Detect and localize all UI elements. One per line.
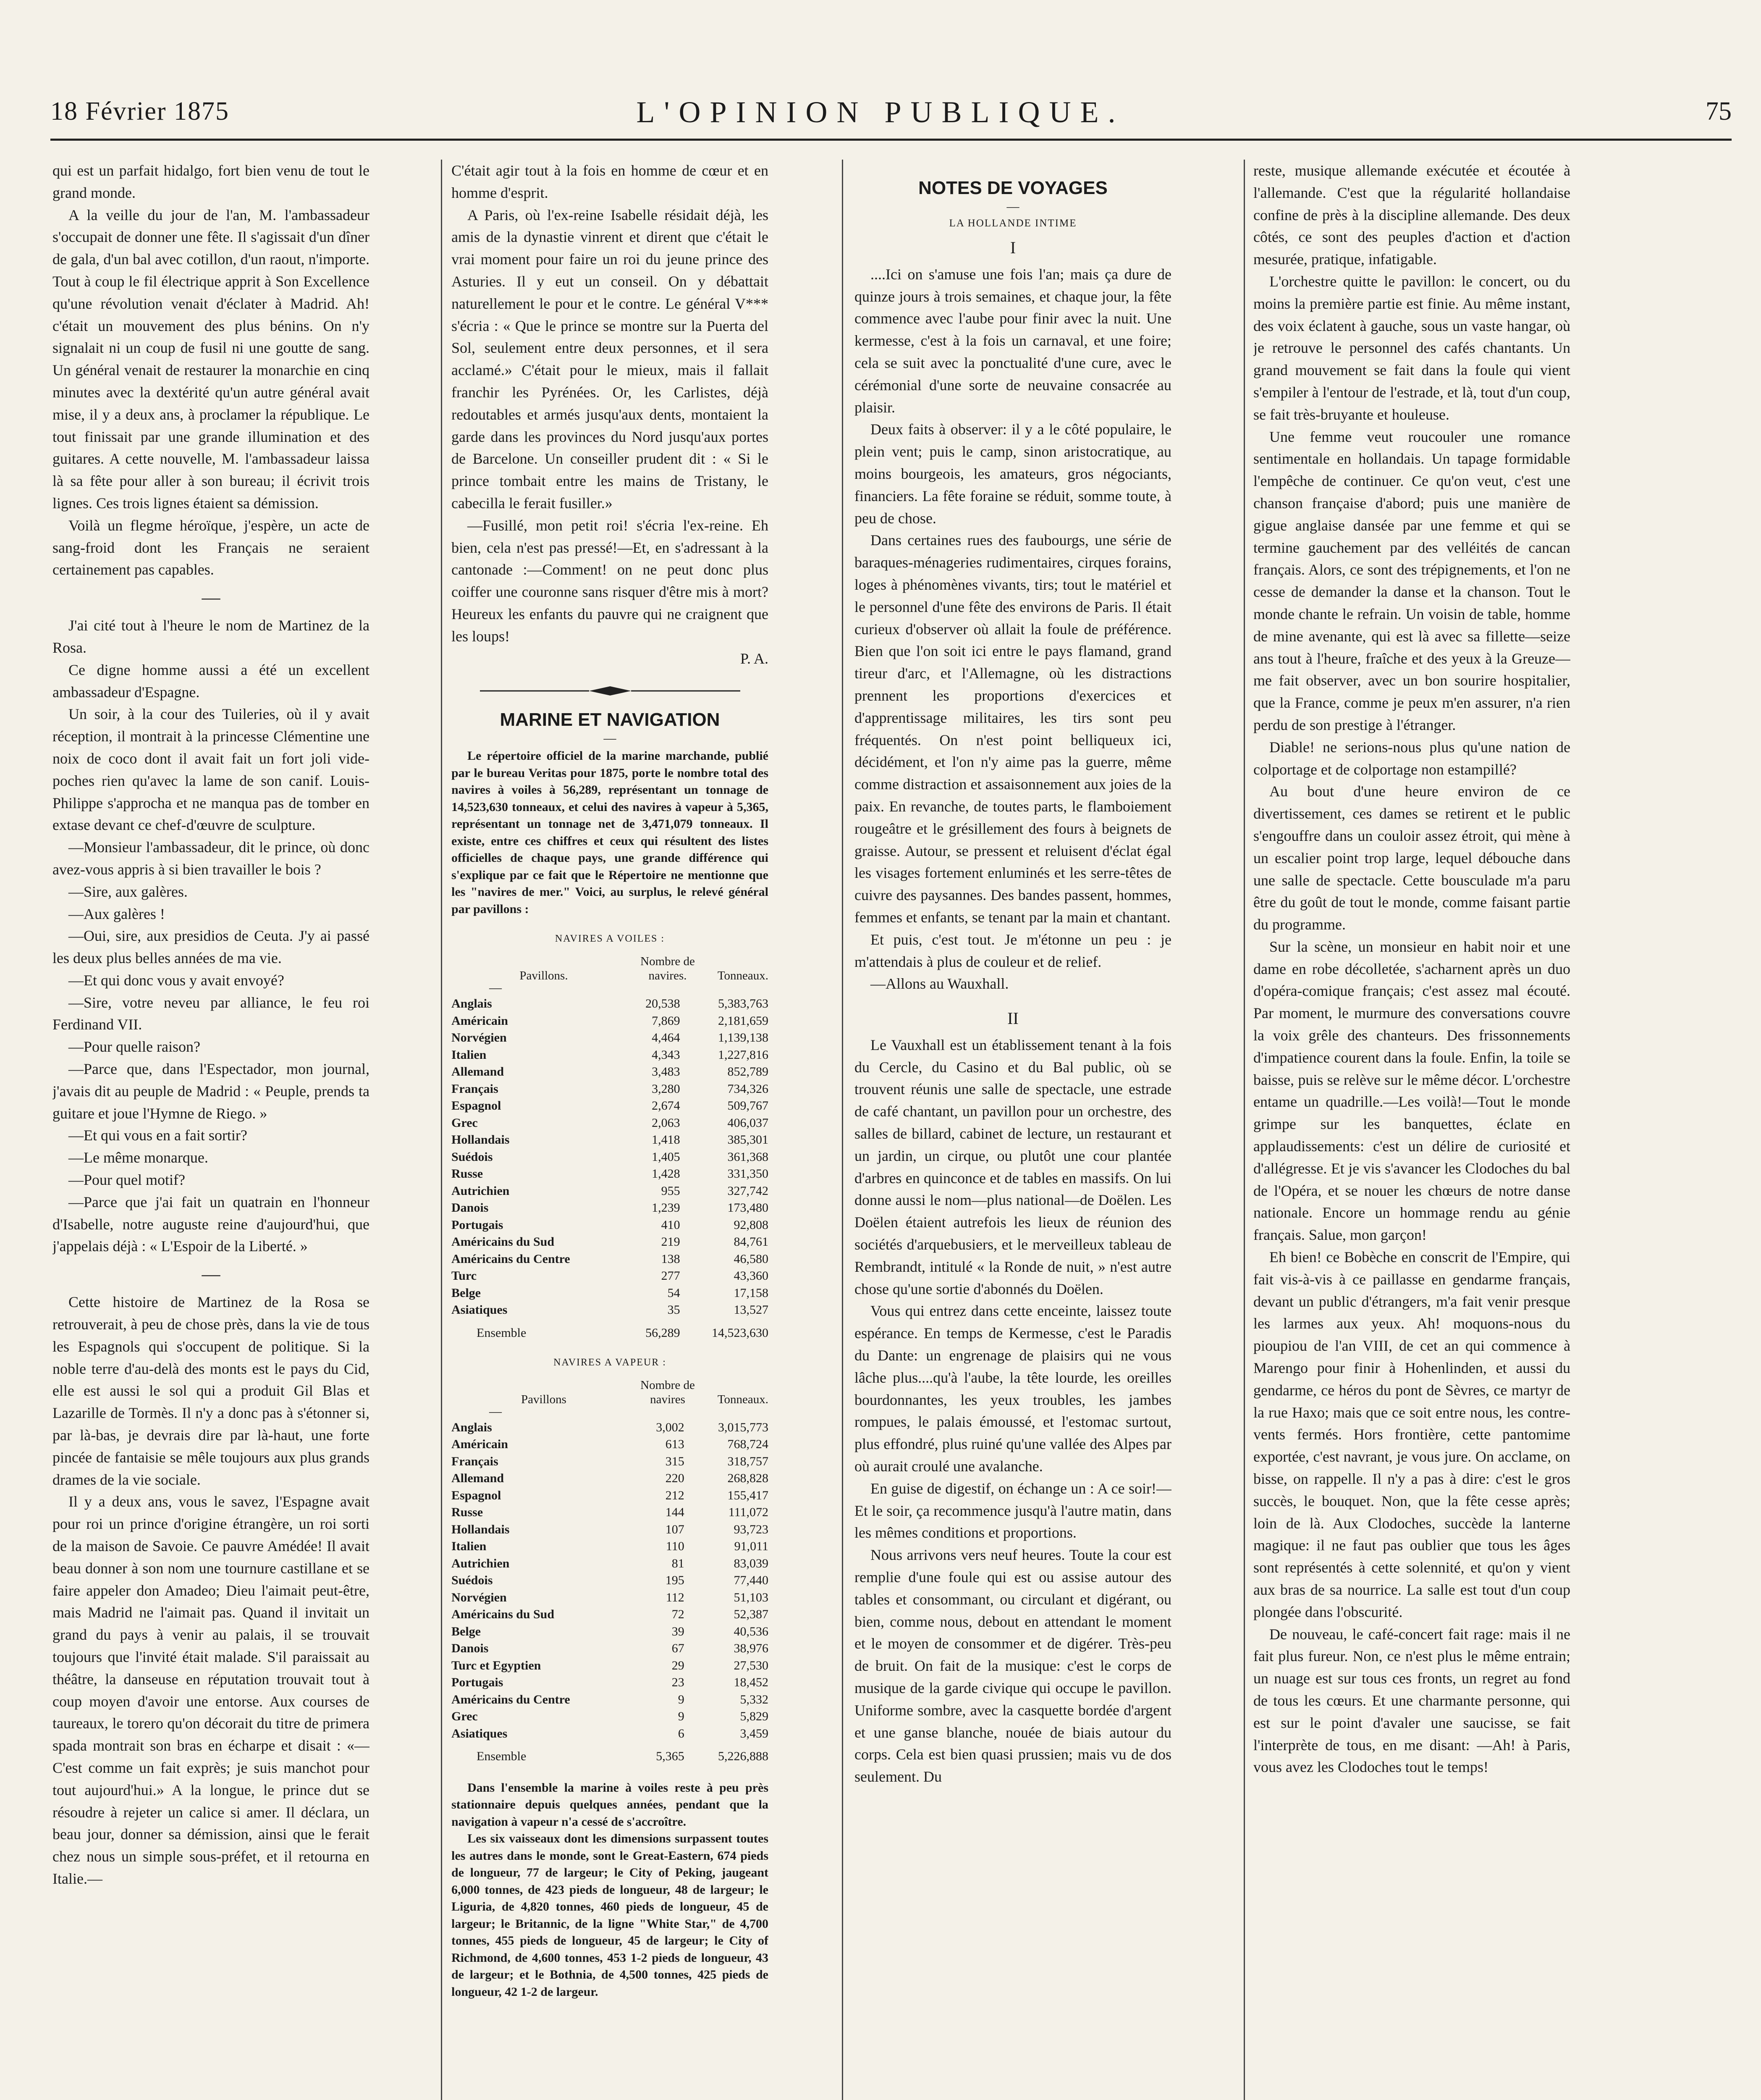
column-header: Pavillons. xyxy=(519,969,568,983)
ship-count-cell: 315 xyxy=(665,1454,684,1468)
ornament-rule xyxy=(480,685,740,697)
paragraph: —Parce que j'ai fait un quatrain en l'honneur d'Isabelle, notre auguste reine d'aujourd'hui, que j'appelais déjà : « L'Espoir de la Liberté. » xyxy=(52,1193,369,1255)
paragraph: Une femme veut roucouler une romance sentimentale en hollandais. Un tapage formidable l'empêche de continuer. Ce qu'on veut, c'est une chanson française d'abord; puis une manière de gigue anglaise dansée par une femme et qui se termine gauchement par des velléités de cancan français. Alors, ce sont des trépignements, et l'on ne cesse de demander la danse et la chanson. Tout le monde chante le refrain. Un voisin de table, homme de mine avenante, qui est là avec sa fillette—seize ans tout à l'heure, fraîche et des yeux à la Greuze—me fait observer, avec un bon sourire hospitalier, que la France, comme je peux m'en assurer, n'a rien perdu de son prestige à l'étranger. xyxy=(1253,428,1570,733)
paragraph: —Le même monarque. xyxy=(68,1149,208,1166)
table-row xyxy=(451,1131,768,1149)
tonnage-cell: 17,158 xyxy=(734,1286,768,1300)
table-dash: — xyxy=(489,1404,502,1418)
section-title: MARINE ET NAVIGATION xyxy=(500,709,720,730)
tonnage-cell: 40,536 xyxy=(734,1624,768,1638)
flag-cell: Espagnol xyxy=(451,1488,501,1502)
tonnage-cell: 92,808 xyxy=(734,1218,768,1232)
masthead xyxy=(0,0,1761,160)
part-number: I xyxy=(1010,238,1016,257)
ship-count-cell: 39 xyxy=(671,1624,684,1638)
table-row xyxy=(451,1115,768,1132)
table-row xyxy=(451,1013,768,1030)
flag-cell: Belge xyxy=(451,1624,481,1638)
flag-cell: Norvégien xyxy=(451,1031,507,1045)
table-row xyxy=(451,1657,768,1675)
ship-count-cell: 20,538 xyxy=(645,997,680,1011)
ship-count-cell: 220 xyxy=(665,1471,684,1486)
paragraph: Dans l'ensemble la marine à voiles reste à peu près stationnaire depuis quelques années, pendant que la navigation à vapeur n'a cessé de s'accroître. xyxy=(451,1780,768,1829)
flag-cell: Grec xyxy=(451,1116,478,1130)
paragraph: —Pour quelle raison? xyxy=(68,1038,200,1055)
ship-count-cell: 1,405 xyxy=(652,1150,680,1164)
tonnage-cell: 84,761 xyxy=(734,1235,768,1249)
tonnage-cell: 1,227,816 xyxy=(718,1047,768,1062)
signature: P. A. xyxy=(740,650,768,667)
flag-cell: Portugais xyxy=(451,1675,503,1690)
flag-cell: Américain xyxy=(451,1013,508,1028)
paragraph: Diable! ne serions-nous plus qu'une nation de colportage et de colportage non estampillé? xyxy=(1253,738,1570,778)
column-4 xyxy=(1253,160,1570,2100)
table-row xyxy=(451,1623,768,1641)
flag-cell: Français xyxy=(451,1082,498,1096)
tonnage-cell: 406,037 xyxy=(727,1116,768,1130)
total-tonnage: 5,226,888 xyxy=(718,1749,768,1764)
flag-cell: Américains du Sud xyxy=(451,1235,555,1249)
flag-cell: Américains du Centre xyxy=(451,1252,570,1266)
total-label: Ensemble xyxy=(477,1749,527,1764)
flag-cell: Grec xyxy=(451,1709,478,1724)
page-number: 75 xyxy=(1706,97,1732,126)
flag-cell: Autrichien xyxy=(451,1556,510,1570)
tonnage-cell: 318,757 xyxy=(727,1454,768,1468)
flag-cell: Américain xyxy=(451,1437,508,1452)
flag-cell: Turc et Egyptien xyxy=(451,1658,541,1672)
ship-count-cell: 1,239 xyxy=(652,1201,680,1215)
paragraph: Le Vauxhall est un établissement tenant à la fois du Cercle, du Casino et du Bal public, où se trouvent réunis une salle de spectacle, une estrade de café chantant, un pavillon pour un orchestre, des salles de billard, cabinet de lecture, un restaurant et un jardin, un cirque, ou plutôt une cour plantée d'arbres en quinconce et de tables en massifs. On lui donne aussi le nom—plus national—de Doëlen. Les Doëlen étaient autrefois les lieux de réunion des sociétés d'arquebusiers, et le merveilleux tableau de Rembrandt, intitulé « la Ronde de nuit, » n'est autre chose qu'une sortie d'abonnés du Doëlen. xyxy=(854,1036,1171,1297)
issue-date: 18 Février 1875 xyxy=(50,97,230,126)
paragraph: qui est un parfait hidalgo, fort bien venu de tout le grand monde. xyxy=(52,162,369,201)
flag-cell: Belge xyxy=(451,1286,481,1300)
tonnage-cell: 509,767 xyxy=(727,1099,768,1113)
table-row xyxy=(451,995,768,1013)
table-row xyxy=(451,1521,768,1538)
ship-count-cell: 195 xyxy=(665,1573,684,1588)
flag-cell: Portugais xyxy=(451,1218,503,1232)
newspaper-title: L'OPINION PUBLIQUE. xyxy=(636,95,1125,129)
table-row xyxy=(451,1419,768,1436)
table-total-row xyxy=(451,1319,768,1342)
table-row xyxy=(451,1436,768,1453)
paragraph: —Et qui donc vous y avait envoyé? xyxy=(68,971,284,989)
flag-cell: Italien xyxy=(451,1539,487,1554)
paragraph: Nous arrivons vers neuf heures. Toute la cour est remplie d'une foule qui est ou assise autour des tables et consommant, ou circulant et digérant, ou bien, comme nous, debout en attendant le moment et le moyen de consommer et de digérer. Très-peu de bruit. On fait de la musique: c'est le corps de musique de la garde civique qui occupe le pavillon. Uniforme sombre, avec la casquette bordée d'argent et une ganse blanche, nouée de biais autour du corps. Cela est bien quasi prussien; mais vu de dos seulement. Du xyxy=(854,1546,1171,1785)
tonnage-cell: 852,789 xyxy=(727,1065,768,1079)
ship-count-cell: 4,343 xyxy=(652,1047,680,1062)
tonnage-cell: 38,976 xyxy=(734,1641,768,1656)
flag-cell: Allemand xyxy=(451,1471,504,1486)
tonnage-cell: 3,015,773 xyxy=(718,1420,768,1434)
paragraph: —Oui, sire, aux presidios de Ceuta. J'y ai passé les deux plus belles années de ma vie. xyxy=(52,927,369,967)
tonnage-cell: 3,459 xyxy=(740,1726,768,1740)
flag-cell: Américains du Sud xyxy=(451,1607,555,1622)
ship-count-cell: 613 xyxy=(665,1437,684,1452)
paragraph: A Paris, où l'ex-reine Isabelle résidait déjà, les amis de la dynastie vinrent et dirent que c'était le vrai moment pour faire un roi du jeune prince des Asturies. Il y eut un conseil. On y débattait naturellement le pour et le contre. Le général V*** s'écria : « Que le prince se montre sur la Puerta del Sol, seulement entre deux personnes, et il sera acclamé.» C'était pour le mieux, mais il fallait franchir les Pyrénées. Or, les Carlistes, déjà redoutables et armés jusqu'aux dents, montaient la garde dans les provinces du Nord jusqu'aux portes de Barcelone. Un conseiller prudent dit : « Si le prince tombait entre les mains de Tristany, le cabecilla le ferait fusiller.» xyxy=(451,206,768,512)
ship-count-cell: 7,869 xyxy=(652,1013,680,1028)
ship-count-cell: 107 xyxy=(665,1522,684,1536)
paragraph: Les six vaisseaux dont les dimensions surpassent toutes les autres dans le monde, sont le Great-Eastern, 674 pieds de longueur, 77 de largeur; le City of Peking, jaugeant 6,000 tonnes, de 423 pieds de longueur, 48 de largeur; le Liguria, de 4,820 tonnes, 460 pieds de longueur, 45 de largeur; le Britannic, de la ligne "White Star," de 4,700 tonnes, 455 pieds de longueur, 45 de largeur; le City of Richmond, de 4,600 tonnes, 453 1-2 pieds de longueur, 43 de largeur; et le Bothnia, de 4,500 tonnes, 425 pieds de longueur, 42 1-2 de largeur. xyxy=(451,1832,768,1999)
title-dash: — xyxy=(603,731,616,746)
paragraph: —Fusillé, mon petit roi! s'écria l'ex-reine. Eh bien, cela n'est pas pressé!—Et, en s'adressant à la cantonade :—Comment! on ne peut donc plus coiffer une couronne sans risquer d'être mis à mort? Heureux les enfants du pauvre qui ne craignent que les loups! xyxy=(451,517,768,645)
tonnage-cell: 111,072 xyxy=(728,1505,768,1520)
paragraph: De nouveau, le café-concert fait rage: mais il ne fait plus fureur. Non, ce n'est plus le même entrain; un nuage est sur tous ces fronts, un regret au fond de tous les cœurs. Et une charmante personne, qui est sur le point d'avaler une saucisse, se fait l'interprète de tous, en me disant: —Ah! à Paris, vous avez les Clodoches tout le temps! xyxy=(1253,1625,1570,1776)
total-count: 5,365 xyxy=(656,1749,684,1764)
paragraph: Il y a deux ans, vous le savez, l'Espagne avait pour roi un prince d'origine étrangère, un roi sorti de la maison de Savoie. Ce pauvre Amédée! Il avait beau donner à son nom une tournure castillane et se faire appeler don Amadeo; Dieu l'aimait peut-être, mais Madrid ne l'aimait pas. Quand il invitait un grand du pays à venir au palais, il se trouvait toujours que l'invité était malade. S'il paraissait au théâtre, la danseuse en réputation trouvait tout à coup moyen d'avoir une entorse. Aux courses de taureaux, le torero qu'on décorait du titre de primera spada montrait son bras en écharpe et disait : «—C'est comme un fait exprès; je suis manchot pour tout aujourd'hui.» A la longue, le prince dut se résoudre à rejeter un calice si amer. Il déclara, un beau jour, donner sa démission, ainsi que le ferait chez nous un simple sous-préfet, et il retourna en Italie.— xyxy=(52,1493,369,1887)
flag-cell: Français xyxy=(451,1454,498,1468)
ship-count-cell: 6 xyxy=(678,1726,684,1740)
paragraph: En guise de digestif, on échange un : A ce soir!—Et le soir, ça recommence jusqu'à l'autre matin, dans les mêmes conditions et proportions. xyxy=(854,1480,1171,1541)
table-row xyxy=(451,1691,768,1709)
paragraph: —Parce que, dans l'Espectador, mon journal, j'avais dit au peuple de Madrid : « Peuple, prends ta guitare et joue l'Hymne de Riego. » xyxy=(52,1060,369,1122)
tonnage-cell: 361,368 xyxy=(727,1150,768,1164)
table-row xyxy=(451,1251,768,1268)
ship-count-cell: 67 xyxy=(671,1641,684,1656)
tonnage-cell: 1,139,138 xyxy=(718,1031,768,1045)
ship-count-cell: 35 xyxy=(667,1303,680,1317)
tonnage-cell: 27,530 xyxy=(734,1658,768,1672)
flag-cell: Turc xyxy=(451,1269,477,1283)
tonnage-cell: 2,181,659 xyxy=(718,1013,768,1028)
column-2 xyxy=(451,160,768,2100)
total-tonnage: 14,523,630 xyxy=(712,1326,768,1340)
paragraph: ....Ici on s'amuse une fois l'an; mais ça dure de quinze jours à trois semaines, et chaque jour, la fête commence avec l'aube pour finir avec la nuit. Une kermesse, c'est à la fois un carnaval, et une foire; cela se suit avec la ponctualité d'une cure, avec le cérémonial d'une sorte de neuvaine consacrée au plaisir. xyxy=(854,265,1171,416)
section-title: NOTES DE VOYAGES xyxy=(918,178,1108,198)
column-header: Tonneaux. xyxy=(717,969,768,983)
ship-count-cell: 4,464 xyxy=(652,1031,680,1045)
paragraph: —Allons au Wauxhall. xyxy=(870,975,1009,992)
flag-cell: Norvégien xyxy=(451,1590,507,1604)
tonnage-cell: 268,828 xyxy=(727,1471,768,1486)
ship-count-cell: 110 xyxy=(666,1539,684,1554)
separator-dash: — xyxy=(202,1264,220,1285)
table-row xyxy=(451,1166,768,1183)
table-total-row xyxy=(451,1742,768,1765)
paragraph: A la veille du jour de l'an, M. l'ambassadeur s'occupait de donner une fête. Il s'agissait d'un dîner de gala, d'un bal avec cotillon, d'un raout, n'importe. Tout à coup le fil électrique apprit à Son Excellence qu'une révolution venait d'éclater à Madrid. Ah! c'était un mouvement des plus bénins. On n'y signalait ni un coup de fusil ni une goutte de sang. Un général venait de restaurer la monarchie en cinq minutes avec la dextérité qu'un autre général avait mise, il y a deux ans, à proclamer la république. Le tout finissait par une grande illumination et des guitares. A cette nouvelle, M. l'ambassadeur laissa là sa fête pour aller à son bureau; il écrivit trois lignes. Ces trois lignes étaient sa démission. xyxy=(52,206,369,512)
paragraph: L'orchestre quitte le pavillon: le concert, ou du moins la première partie est finie. Au même instant, des voix éclatent à gauche, sous un vaste hangar, où je retrouve le personnel des cafés chantants. Un grand mouvement se fait dans la foule qui vient s'empiler à l'entour de l'estrade, et là, tout d'un coup, se fait très-bruyante et houleuse. xyxy=(1253,273,1570,423)
table-row xyxy=(451,1200,768,1217)
paragraph: Voilà un flegme héroïque, j'espère, un acte de sang-froid dont les Français ne seraient certainement pas capables. xyxy=(52,517,369,578)
total-count: 56,289 xyxy=(645,1326,680,1340)
tonnage-cell: 5,383,763 xyxy=(718,997,768,1011)
column-header: Tonneaux. xyxy=(717,1392,768,1406)
tonnage-cell: 5,332 xyxy=(740,1692,768,1706)
sail-ships-table xyxy=(451,995,768,1341)
flag-cell: Anglais xyxy=(451,997,492,1011)
tonnage-cell: 46,580 xyxy=(734,1252,768,1266)
table-row xyxy=(451,1453,768,1470)
flag-cell: Asiatiques xyxy=(451,1726,508,1740)
paragraph: Vous qui entrez dans cette enceinte, laissez toute espérance. En temps de Kermesse, c'est le Paradis du Dante: un engrenage de plaisirs qui ne vous lâche plus....qu'à l'aube, la tête lourde, les oreilles bourdonnantes, les yeux troubles, les jambes rompues, le palais émoussé, et l'estomac surtout, plus effondré, plus ruiné qu'une vallée des Alpes par où aurait croulé une avalanche. xyxy=(854,1302,1171,1475)
tonnage-cell: 155,417 xyxy=(727,1488,768,1502)
paragraph: C'était agir tout à la fois en homme de cœur et en homme d'esprit. xyxy=(451,162,768,201)
tonnage-cell: 385,301 xyxy=(727,1133,768,1147)
table-row xyxy=(451,1487,768,1504)
tonnage-cell: 768,724 xyxy=(727,1437,768,1452)
flag-cell: Hollandais xyxy=(451,1522,510,1536)
ship-count-cell: 219 xyxy=(661,1235,680,1249)
tonnage-cell: 83,039 xyxy=(734,1556,768,1570)
tonnage-cell: 173,480 xyxy=(727,1201,768,1215)
table-row xyxy=(451,1504,768,1521)
flag-cell: Suédois xyxy=(451,1573,493,1588)
flag-cell: Russe xyxy=(451,1167,483,1181)
ship-count-cell: 72 xyxy=(671,1607,684,1622)
ship-count-cell: 81 xyxy=(671,1556,684,1570)
paragraph: Ce digne homme aussi a été un excellent ambassadeur d'Espagne. xyxy=(52,661,369,701)
table-row xyxy=(451,1217,768,1234)
column-1 xyxy=(52,160,369,2100)
column-rule xyxy=(1244,160,1245,2100)
ship-count-cell: 138 xyxy=(661,1252,680,1266)
flag-cell: Danois xyxy=(451,1641,489,1656)
ship-count-cell: 29 xyxy=(671,1658,684,1672)
flag-cell: Asiatiques xyxy=(451,1303,508,1317)
flag-cell: Américains du Centre xyxy=(451,1692,570,1706)
tonnage-cell: 93,723 xyxy=(734,1522,768,1536)
paragraph: —Sire, votre neveu par alliance, le feu roi Ferdinand VII. xyxy=(52,994,369,1033)
table-column-headers xyxy=(451,954,768,983)
ship-count-cell: 212 xyxy=(665,1488,684,1502)
table-row xyxy=(451,1470,768,1487)
table-row xyxy=(451,1047,768,1064)
steam-ships-table xyxy=(451,1419,768,1765)
tonnage-cell: 13,527 xyxy=(734,1303,768,1317)
column-header: Nombre de navires. xyxy=(640,955,695,983)
tonnage-cell: 331,350 xyxy=(727,1167,768,1181)
tonnage-cell: 327,742 xyxy=(727,1184,768,1198)
table-row xyxy=(451,1268,768,1285)
table-row xyxy=(451,1606,768,1623)
paragraph: Sur la scène, un monsieur en habit noir et une dame en robe décolletée, s'acharnent après un duo d'opéra-comique français; c'est assez mal écouté. Par moment, le murmure des conversations couvre la voix grêle des chanteurs. Des frissonnements d'impatience courent dans la foule. Enfin, la toile se baisse, puis se relève sur le même décor. L'orchestre entame un quadrille.—Les voilà!—Tout le monde grimpe sur les banquettes, éclate en applaudissements: c'est un délire de curiosité et d'allégresse. Et je vis s'avancer les Clodoches du bal de l'Opéra, et se nouer les chœurs de notre danse nationale. Encore un hommage rendu au génie français. Salue, mon garçon! xyxy=(1253,938,1570,1244)
table-row xyxy=(451,1572,768,1589)
flag-cell: Hollandais xyxy=(451,1133,510,1147)
table-dash: — xyxy=(489,981,502,995)
flag-cell: Anglais xyxy=(451,1420,492,1434)
paragraph: Dans certaines rues des faubourgs, une série de baraques-ménageries rudimentaires, cirques forains, loges à phénomènes vivants, tirs; tout le matériel et le personnel d'une fête des environs de Paris. Il était curieux d'observer où allait la foule de préférence. Bien que l'on soit ici entre le pays flamand, grand tireur d'arc, et l'Allemagne, où les distractions prennent les proportions d'exercices et d'apprentissage militaires, les tirs sont peu fréquentés. On n'est point belliqueux ici, décidément, et l'on n'y aime pas la guerre, même comme distraction et assaisonnement aux joies de la paix. En revanche, de toutes parts, le flamboiement rougeâtre et le grésillement des fours à beignets de graisse. Autour, se pressent et reluisent d'éclat égal les visages fortement enluminés et les serre-têtes de cuivre des paysannes. Des bandes passent, hommes, femmes et enfants, se tenant par la main et chantant. xyxy=(854,532,1171,926)
paragraph: reste, musique allemande exécutée et écoutée à l'allemande. C'est que la régularité hollandaise confine de près à la discipline allemande. Des deux côtés, ce sont des peuples d'action et d'action mesurée, pratique, infatigable. xyxy=(1253,162,1570,268)
column-header: Nombre de navires xyxy=(640,1378,695,1406)
tonnage-cell: 734,326 xyxy=(727,1082,768,1096)
column-rule xyxy=(842,160,843,2100)
tonnage-cell: 5,829 xyxy=(740,1709,768,1724)
ship-count-cell: 3,002 xyxy=(656,1420,684,1434)
paragraph: —Aux galères ! xyxy=(68,905,165,922)
tonnage-cell: 51,103 xyxy=(734,1590,768,1604)
tonnage-cell: 52,387 xyxy=(734,1607,768,1622)
ship-count-cell: 112 xyxy=(666,1590,684,1604)
ship-count-cell: 23 xyxy=(671,1675,684,1690)
section-subtitle: LA HOLLANDE INTIME xyxy=(949,218,1077,229)
ship-count-cell: 955 xyxy=(661,1184,680,1198)
table-row xyxy=(451,1302,768,1319)
paragraph: Au bout d'une heure environ de ce divertissement, ces dames se retirent et le public s'engouffre dans un couloir assez étroit, qui mène à un escalier point trop large, lequel débouche dans une salle de spectacle. Cette bousculade m'a paru être du goût de tout le monde, comme faisant partie du programme. xyxy=(1253,783,1570,933)
table-row xyxy=(451,1097,768,1115)
paragraph: —Pour quel motif? xyxy=(68,1171,185,1189)
tonnage-cell: 91,011 xyxy=(734,1539,768,1554)
tonnage-cell: 77,440 xyxy=(734,1573,768,1588)
ship-count-cell: 9 xyxy=(678,1692,684,1706)
column-3 xyxy=(854,160,1171,2100)
table-row xyxy=(451,1081,768,1098)
flag-cell: Suédois xyxy=(451,1150,493,1164)
tonnage-cell: 18,452 xyxy=(734,1675,768,1690)
flag-cell: Russe xyxy=(451,1505,483,1520)
table-row xyxy=(451,1234,768,1251)
table-row xyxy=(451,1708,768,1725)
ship-count-cell: 3,483 xyxy=(652,1065,680,1079)
paragraph: —Et qui vous en a fait sortir? xyxy=(68,1127,247,1144)
paragraph: Et puis, c'est tout. Je m'étonne un peu : je m'attendais à plus de couleur et de relief. xyxy=(854,931,1171,970)
ship-count-cell: 277 xyxy=(661,1269,680,1283)
column-rule xyxy=(441,160,442,2100)
table-row xyxy=(451,1285,768,1302)
paragraph: —Sire, aux galères. xyxy=(68,883,188,900)
ship-count-cell: 1,418 xyxy=(652,1133,680,1147)
paragraph: —Monsieur l'ambassadeur, dit le prince, où donc avez-vous appris à si bien travailler le bois ? xyxy=(52,839,369,878)
ship-count-cell: 144 xyxy=(665,1505,684,1520)
table-row xyxy=(451,1725,768,1743)
table-heading: NAVIRES A VAPEUR : xyxy=(553,1357,666,1368)
paragraph: J'ai cité tout à l'heure le nom de Martinez de la Rosa. xyxy=(52,617,369,656)
flag-cell: Allemand xyxy=(451,1065,504,1079)
paragraph: Deux faits à observer: il y a le côté populaire, le plein vent; puis le camp, sinon aristocratique, au moins bourgeois, les amateurs, gros négociants, financiers. La fête foraine se réduit, somme toute, à peu de chose. xyxy=(854,421,1171,527)
total-label: Ensemble xyxy=(477,1326,527,1340)
flag-cell: Danois xyxy=(451,1201,489,1215)
table-row xyxy=(451,1538,768,1555)
table-row xyxy=(451,1589,768,1606)
title-dash: — xyxy=(1006,200,1019,213)
table-row xyxy=(451,1183,768,1200)
ship-count-cell: 9 xyxy=(678,1709,684,1724)
header-rule xyxy=(50,139,1732,141)
ship-count-cell: 54 xyxy=(667,1286,680,1300)
paragraph: Le répertoire officiel de la marine marchande, publié par le bureau Veritas pour 1875, porte le nombre total des navires à voiles à 56,289, représentant un tonnage de 14,523,630 tonneaux, et celui des navires à vapeur à 5,365, représentant un tonnage net de 3,471,079 tonneaux. Il existe, entre ces chiffres et ceux qui résultent des listes officielles de chaque pays, une grande différence qui s'explique par ce fait que le Répertoire ne mentionne que les "navires de mer." Voici, au surplus, le relevé général par pavillons : xyxy=(451,749,768,916)
table-row xyxy=(451,1063,768,1081)
table-row xyxy=(451,1640,768,1657)
table-column-headers xyxy=(451,1378,768,1407)
table-row xyxy=(451,1029,768,1047)
table-heading: NAVIRES A VOILES : xyxy=(555,933,665,945)
ship-count-cell: 3,280 xyxy=(652,1082,680,1096)
flag-cell: Autrichien xyxy=(451,1184,510,1198)
table-row xyxy=(451,1149,768,1166)
ship-count-cell: 2,063 xyxy=(652,1116,680,1130)
ship-count-cell: 410 xyxy=(661,1218,680,1232)
ship-count-cell: 1,428 xyxy=(652,1167,680,1181)
table-row xyxy=(451,1555,768,1572)
separator-dash: — xyxy=(202,587,220,608)
paragraph: Cette histoire de Martinez de la Rosa se retrouverait, à peu de chose près, dans la vie de tous les Espagnols qui s'occupent de politique. Si la noble terre d'au-delà des monts est le pays du Cid, elle est aussi le sol qui a produit Gil Blas et Lazarille de Tormès. Il n'y a donc pas à s'étonner si, par là-bas, je devrais dire par là-haut, une forte pincée de fantaisie se mêle toujours aux plus grands drames de la vie sociale. xyxy=(52,1294,369,1488)
paragraph: Un soir, à la cour des Tuileries, où il y avait réception, il montrait à la princesse Clémentine une noix de coco dont il avait fait un fort joli vide-poches rien qu'avec la lame de son canif. Louis-Philippe s'approcha et ne manqua pas de tomber en extase devant ce chef-d'œuvre de sculpture. xyxy=(52,706,369,834)
column-header: Pavillons xyxy=(521,1392,566,1406)
part-number: II xyxy=(1007,1009,1019,1028)
paragraph: Eh bien! ce Bobèche en conscrit de l'Empire, qui fait vis-à-vis à ce paillasse en gendarme français, devant un public d'étrangers, m'a fait venir presque les larmes aux yeux. Ah! moquons-nous du pioupiou de l'an VIII, de cet an qui commence à Marengo pour finir à Hohenlinden, et aussi du gendarme, ce héros du pont de Sèvres, ce martyr de la rue Haxo; mais que ce soit entre nous, les contre-vents fermés. Hors frontière, cette pantomime exportée, c'est navrant, je vous jure. On acclame, on bisse, on rappelle. Il n'y a pas à dire: c'est le gros succès, le bouquet. Non, que la fête cesse après; loin de là. Aux Clodoches, succède la lanterne magique: il ne faut pas oublier que tous les âges sont représentés à cette solennité, et qu'on y vient aux bras de sa nourrice. La salle est tout d'un coup plongée dans l'obscurité. xyxy=(1253,1249,1570,1620)
table-row xyxy=(451,1674,768,1691)
ship-count-cell: 2,674 xyxy=(652,1099,680,1113)
tonnage-cell: 43,360 xyxy=(734,1269,768,1283)
flag-cell: Italien xyxy=(451,1047,487,1062)
flag-cell: Espagnol xyxy=(451,1099,501,1113)
